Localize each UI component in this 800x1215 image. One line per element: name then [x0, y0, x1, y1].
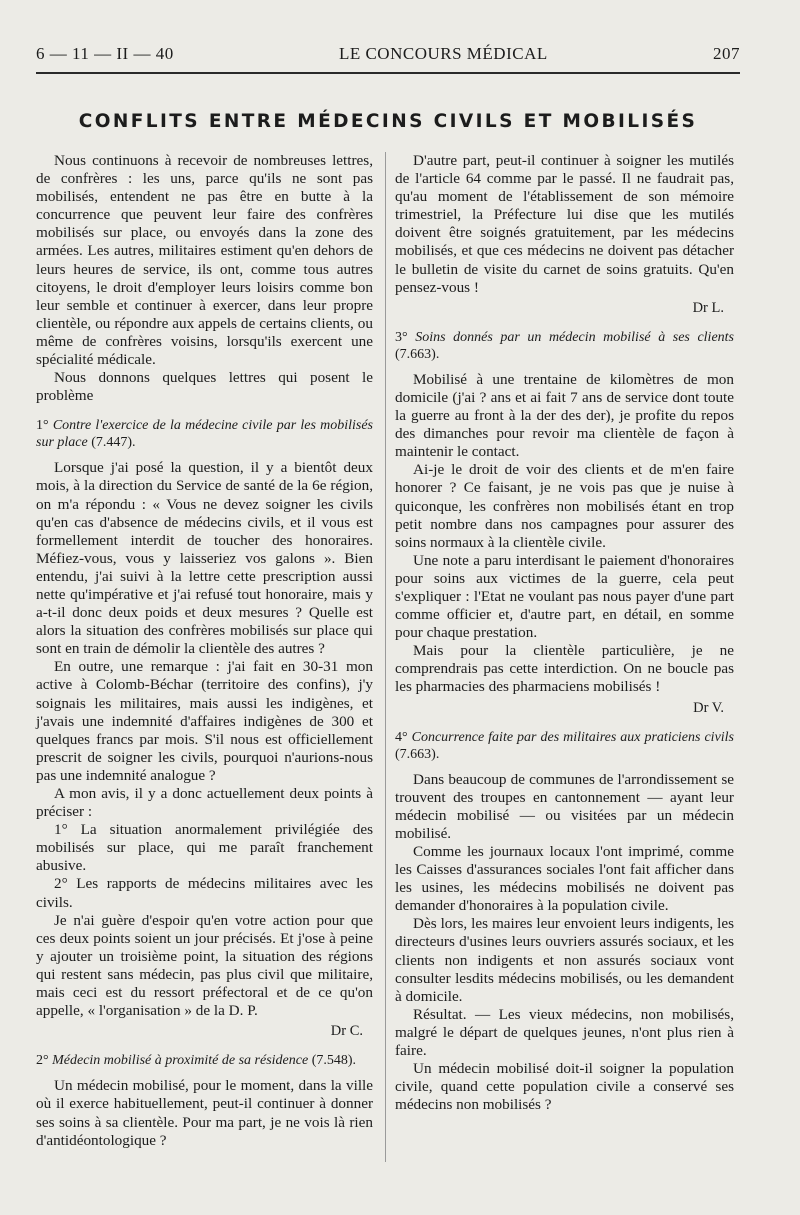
- letter-paragraph: Ai-je le droit de voir des clients et de m'en faire honorer ? Ce faisant, je ne vois pas que je nuise à quiconque, les confrères non mobilisés étant en trop petit nombre dans nos campagnes pour assurer des soins normaux à la clientèle civile.: [395, 461, 734, 551]
- section-ref: (7.548).: [311, 1053, 357, 1069]
- letter-paragraph: Un médecin mobilisé, pour le moment, dans la ville où il exerce habituellement, peut-il continuer à donner ses soins à sa clientèle. Pour ma part, je ne vois là rien d'antidéontologique ?: [36, 1077, 373, 1149]
- page-number: 207: [713, 44, 740, 63]
- letter-paragraph: Dans beaucoup de communes de l'arrondissement se trouvent des troupes en cantonnement — ayant leur médecin mobilisé — ou visitées par un médecin mobilisé.: [395, 770, 734, 842]
- section-ref: (7.447).: [91, 435, 136, 451]
- section-number: 1°: [36, 418, 49, 434]
- signature: Dr C.: [330, 1023, 363, 1040]
- issue-date: 6 — 11 — II — 40: [36, 44, 174, 63]
- letter-paragraph: D'autre part, peut-il continuer à soigner les mutilés de l'article 64 comme par le passé. Il ne faudrait pas, qu'au moment de l'établissement de son mémoire trimestriel, la Préfecture lui dise que les mutilés doivent être soignés gratuitement, par les médecins mobilisés, et que ces médecins ne doivent pas détacher le bulletin de visite du carnet de soins gratuits. Qu'en pensez-vous !: [395, 152, 734, 296]
- letter-paragraph: Je n'ai guère d'espoir qu'en votre action pour que ces deux points soient un jour précisés. Et j'ose à peine y ajouter un troisième point, la situation des régions qui restent sans médecin, pas plus civil que militaire, mais ceci est du ressort préfectoral et de ce qu'on appelle, « l'organisation » de la D. P.: [36, 911, 373, 1020]
- left-column: [36, 152, 373, 1150]
- letter-paragraph: Résultat. — Les vieux médecins, non mobilisés, malgré le départ de quelques jeunes, n'ont plus rien à faire.: [395, 1005, 734, 1060]
- section-heading: [36, 417, 373, 451]
- journal-title: LE CONCOURS MÉDICAL: [338, 44, 548, 63]
- letter-paragraph: Une note a paru interdisant le paiement d'honoraires pour soins aux victimes de la guerre, cela peut s'expliquer : l'Etat ne voulant pas nous payer d'une part comme officier et, d'autre part, en détail, en somme pour chaque prestation.: [395, 551, 734, 642]
- section-heading: [36, 1052, 373, 1069]
- letter-paragraph: Un médecin mobilisé doit-il soigner la population civile, quand cette population civile a conservé ses médecins non mobilisés ?: [395, 1060, 734, 1114]
- signature: Dr L.: [692, 299, 724, 316]
- running-head: [36, 44, 740, 68]
- section-title: Contre l'exercice de la médecine civile par les mobilisés sur place: [36, 418, 374, 451]
- letter-paragraph: Mobilisé à une trentaine de kilomètres de mon domicile (j'ai ? ans et ai fait 7 ans de service dont toute la guerre au front à la der des der), je profite du repos des dimanches pour revoir ma clientèle de façon à maintenir le contact.: [395, 370, 734, 461]
- section-number: 2°: [36, 1053, 49, 1069]
- signature: Dr V.: [693, 699, 724, 716]
- section-heading: [395, 729, 734, 763]
- section-title: Soins donnés par un médecin mobilisé à ses clients: [415, 329, 734, 345]
- column-divider: [385, 152, 386, 1162]
- section-ref: (7.663).: [395, 346, 440, 362]
- section-title: Médecin mobilisé à proximité de sa résidence: [52, 1053, 309, 1069]
- letter-paragraph: A mon avis, il y a donc actuellement deux points à préciser :: [36, 785, 373, 821]
- letter-paragraph: En outre, une remarque : j'ai fait en 30-31 mon active à Colomb-Béchar (territoire des confins), j'y soignais les militaires, mais aussi les indigènes, et j'avais une indemnité d'affaires indigènes de 300 et quelques francs par mois. S'il nous est officiellement prescrit de soigner les civils, pourquoi n'aurions-nous pas une indemnité analogue ?: [36, 658, 373, 784]
- section-ref: (7.663).: [395, 746, 440, 762]
- header-rule: [36, 72, 740, 74]
- letter-paragraph: Dès lors, les maires leur envoient leurs indigents, les directeurs d'usines leurs ouvriers assurés sociaux, et les clients non indigents et non assurés sociaux vont consulter lesdits médecins mobilisés, ou les demandent à domicile.: [395, 915, 734, 1005]
- letter-paragraph: Mais pour la clientèle particulière, je ne comprendrais pas cette interdiction. On ne boucle pas les pharmacies des pharmaciens mobilisés !: [395, 642, 734, 696]
- letter-paragraph: 1° La situation anormalement privilégiée des mobilisés sur place, qui me paraît franchement abusive.: [36, 821, 373, 875]
- letter-paragraph: 2° Les rapports de médecins militaires avec les civils.: [36, 875, 373, 911]
- intro-paragraph: Nous continuons à recevoir de nombreuses lettres, de confrères : les uns, parce qu'ils ne sont pas mobilisés, entendent ne pas être en butte à la concurrence que peuvent leur faire des confrères mobilisés sur place, ou envoyés dans la zone des armées. Les autres, militaires estiment qu'en dehors de leurs heures de service, ils ont, comme tous autres citoyens, le droit d'employer leurs loisirs comme bon leur semble et continuer à exercer, dans leur propre clientèle, ou répondre aux appels de certains clients, ou même de confrères voisins, lorsqu'ils exercent une spécialité médicale.: [36, 152, 373, 369]
- section-heading: [395, 329, 734, 363]
- section-number: 4°: [395, 729, 408, 745]
- right-column: [395, 152, 734, 1114]
- intro-paragraph: Nous donnons quelques lettres qui posent le problème: [36, 369, 373, 405]
- section-title: Concurrence faite par des militaires aux praticiens civils: [411, 729, 735, 745]
- article-title: CONFLITS ENTRE MÉDECINS CIVILS ET MOBILISÉS: [78, 111, 698, 132]
- letter-paragraph: Lorsque j'ai posé la question, il y a bientôt deux mois, à la direction du Service de santé de la 6e région, on m'a répondu : « Vous ne devez soigner les civils qu'en cas d'absence de médecins civils, et il vous est formellement interdit de toucher des honoraires. Méfiez-vous, vous y laisseriez vos galons ». Bien entendu, j'ai suivi à la lettre cette prescription aussi nette qu'impérative et j'ai refusé tout honoraire, mais y a-t-il donc deux poids et deux mesures ? Quelle est alors la situation des confrères mobilisés sur place qui sont en train de démolir la clientèle des autres ?: [36, 459, 373, 658]
- letter-paragraph: Comme les journaux locaux l'ont imprimé, comme les Caisses d'assurances sociales l'ont fait afficher dans les usines, les médecins mobilisés ne doivent pas demander d'honoraires à la population civile.: [395, 843, 734, 915]
- section-number: 3°: [395, 329, 408, 345]
